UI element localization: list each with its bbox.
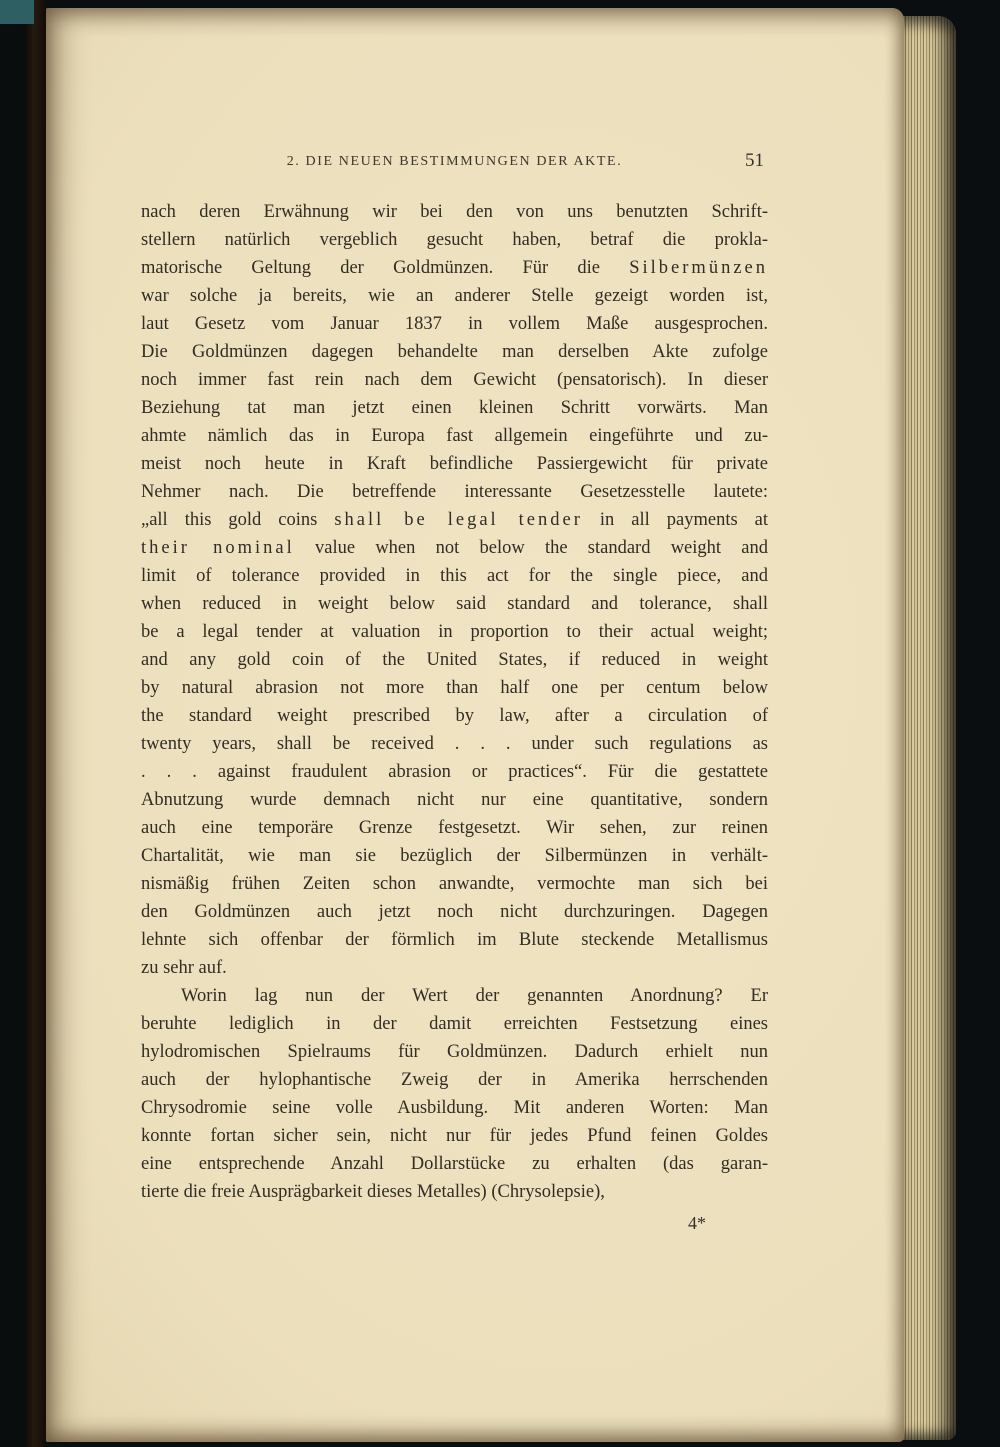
text-segment: „all this gold coins — [141, 510, 335, 530]
text-line — [141, 562, 768, 590]
text-segment: Chartalität, wie man sie bezüglich der Silbermünzen in verhält- — [141, 846, 768, 866]
text-line — [141, 1094, 768, 1122]
text-line — [141, 198, 768, 226]
text-line — [141, 366, 768, 394]
text-line — [141, 982, 768, 1010]
text-segment: twenty years, shall be received . . . under such regulations as — [141, 734, 768, 754]
text-segment: nach deren Erwähnung wir bei den von uns benutzten Schrift- — [141, 202, 768, 222]
text-segment: Chrysodromie seine volle Ausbildung. Mit anderen Worten: Man — [141, 1098, 768, 1118]
text-segment: zu sehr auf. — [141, 958, 227, 978]
text-line — [141, 590, 768, 618]
text-segment: Nehmer nach. Die betreffende interessante Gesetzesstelle lautete: — [141, 482, 768, 502]
text-line — [141, 618, 768, 646]
text-segment: stellern natürlich vergeblich gesucht haben, betraf die prokla- — [141, 230, 768, 250]
text-segment: value when not below the standard weight and — [294, 538, 768, 558]
text-segment: be a legal tender at valuation in proportion to their actual weight; — [141, 622, 768, 642]
text-line — [141, 702, 768, 730]
text-line — [141, 814, 768, 842]
page-header — [141, 150, 768, 184]
text-line — [141, 1010, 768, 1038]
background-corner — [0, 0, 34, 24]
text-line — [141, 338, 768, 366]
text-segment: hylodromischen Spielraums für Goldmünzen. Dadurch erhielt nun — [141, 1042, 768, 1062]
text-segment: den Goldmünzen auch jetzt noch nicht durchzuringen. Dagegen — [141, 902, 768, 922]
text-segment: nismäßig frühen Zeiten schon anwandte, vermochte man sich bei — [141, 874, 768, 894]
emphasized-text: shall be legal tender — [334, 510, 583, 530]
text-segment: limit of tolerance provided in this act for the single piece, and — [141, 566, 768, 586]
text-segment: auch eine temporäre Grenze festgesetzt. Wir sehen, zur reinen — [141, 818, 768, 838]
text-line — [141, 422, 768, 450]
text-segment: Beziehung tat man jetzt einen kleinen Schritt vorwärts. Man — [141, 398, 768, 418]
text-line — [141, 254, 768, 282]
text-line — [141, 1150, 768, 1178]
text-segment: noch immer fast rein nach dem Gewicht (pensatorisch). In dieser — [141, 370, 768, 390]
text-segment: in all payments at — [582, 510, 769, 530]
text-line — [141, 674, 768, 702]
page-number: 51 — [745, 150, 764, 171]
text-segment: Abnutzung wurde demnach nicht nur eine quantitative, sondern — [141, 790, 768, 810]
signature-mark: 4* — [688, 1213, 706, 1233]
text-line — [141, 786, 768, 814]
text-line — [141, 1178, 768, 1206]
text-segment: konnte fortan sicher sein, nicht nur für jedes Pfund feinen Goldes — [141, 1126, 768, 1146]
text-segment: beruhte lediglich in der damit erreichten Festsetzung eines — [141, 1014, 768, 1034]
text-segment: ahmte nämlich das in Europa fast allgemein eingeführte und zu- — [141, 426, 768, 446]
text-line — [141, 842, 768, 870]
text-segment: auch der hylophantische Zweig der in Amerika herrschenden — [141, 1070, 768, 1090]
text-line — [141, 1038, 768, 1066]
running-title: 2. DIE NEUEN BESTIMMUNGEN DER AKTE. — [286, 154, 623, 169]
text-segment: meist noch heute in Kraft befindliche Passiergewicht für private — [141, 454, 768, 474]
page-stack-edges — [900, 16, 956, 1440]
emphasized-text: their nominal — [141, 538, 295, 558]
text-line — [141, 1066, 768, 1094]
text-segment: when reduced in weight below said standard and tolerance, shall — [141, 594, 768, 614]
book-binding-edge — [0, 0, 46, 1447]
text-segment: eine entsprechende Anzahl Dollarstücke zu erhalten (das garan- — [141, 1154, 768, 1174]
text-line — [141, 534, 768, 562]
text-segment: the standard weight prescribed by law, after a circulation of — [141, 706, 768, 726]
text-segment: Die Goldmünzen dagegen behandelte man derselben Akte zufolge — [141, 342, 768, 362]
page-content — [141, 150, 769, 1234]
text-segment: by natural abrasion not more than half one per centum below — [141, 678, 768, 698]
text-line — [141, 646, 768, 674]
text-line — [141, 450, 768, 478]
text-segment: laut Gesetz vom Januar 1837 in vollem Maße ausgesprochen. — [141, 314, 768, 334]
body-text — [141, 198, 768, 1206]
text-line — [141, 926, 768, 954]
text-line — [141, 394, 768, 422]
text-line — [141, 898, 768, 926]
emphasized-text: Silbermünzen — [629, 258, 768, 278]
text-segment: lehnte sich offenbar der förmlich im Blute steckende Metallismus — [141, 930, 768, 950]
book-page — [46, 8, 904, 1442]
text-segment: matorische Geltung der Goldmünzen. Für die — [141, 258, 630, 278]
text-segment: war solche ja bereits, wie an anderer Stelle gezeigt worden ist, — [141, 286, 768, 306]
text-line — [141, 506, 768, 534]
text-line — [141, 478, 768, 506]
text-line — [141, 282, 768, 310]
text-segment: . . . against fraudulent abrasion or practices“. Für die gestattete — [141, 762, 768, 782]
page-footer — [141, 1213, 768, 1234]
text-segment: Worin lag nun der Wert der genannten Anordnung? Er — [181, 986, 768, 1006]
text-line — [141, 758, 768, 786]
text-line — [141, 226, 768, 254]
text-line — [141, 310, 768, 338]
text-line — [141, 954, 768, 982]
text-segment: tierte die freie Ausprägbarkeit dieses Metalles) (Chrysolepsie), — [141, 1182, 605, 1202]
text-segment: and any gold coin of the United States, if reduced in weight — [141, 650, 768, 670]
text-line — [141, 730, 768, 758]
text-line — [141, 1122, 768, 1150]
text-line — [141, 870, 768, 898]
